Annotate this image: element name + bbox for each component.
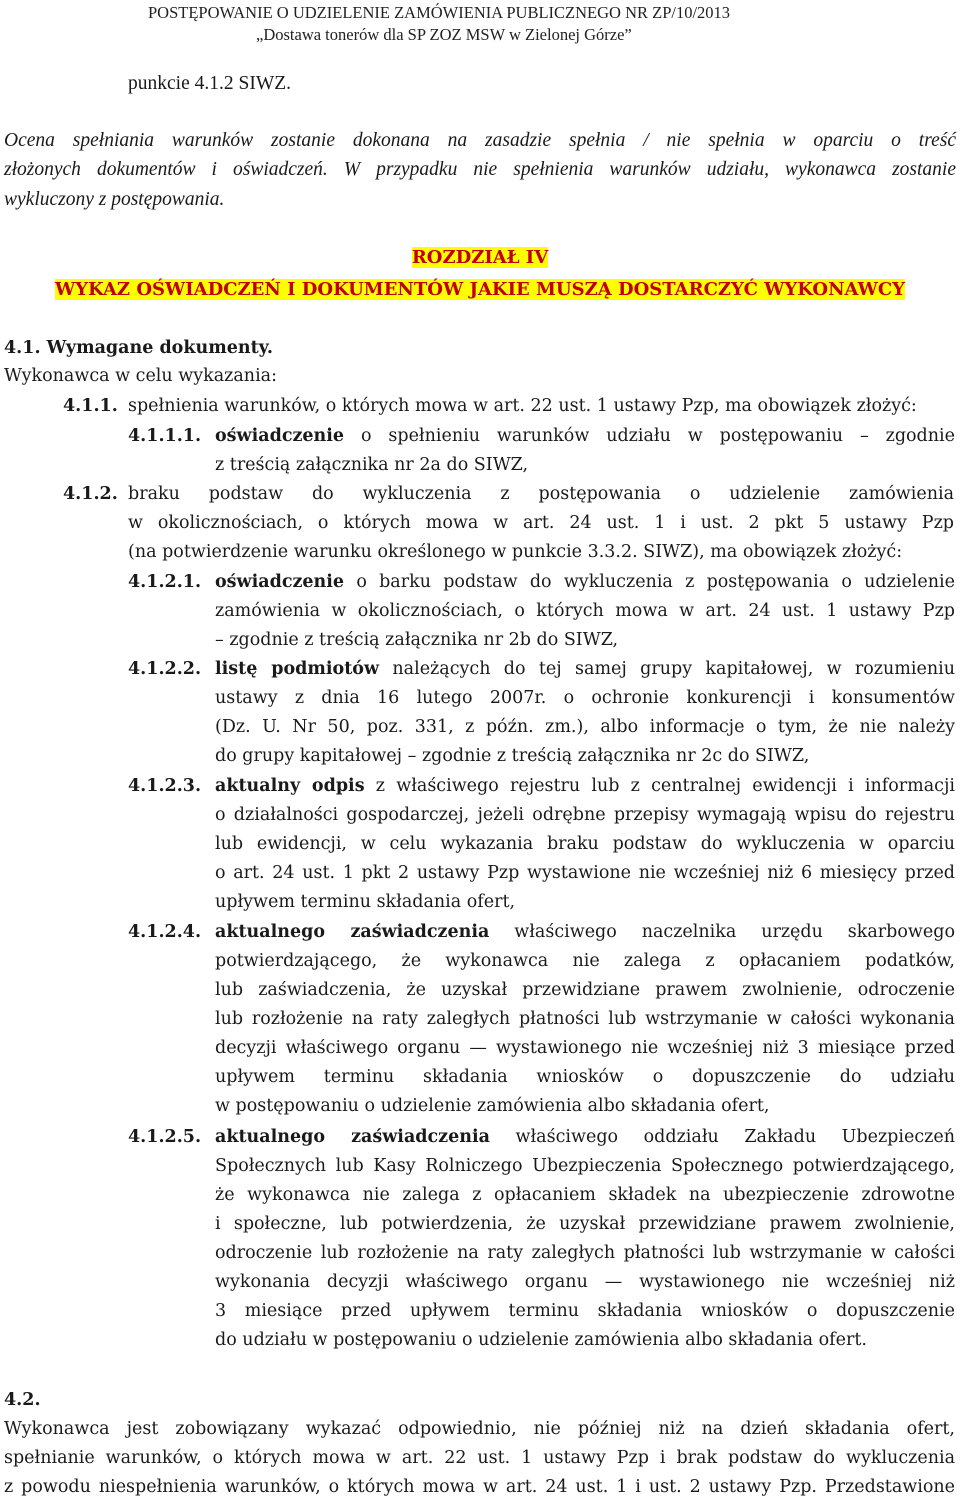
item-number: 4.1.2.3. xyxy=(128,776,202,796)
item-text: zamówienia w okolicznościach, o których mowa w art. 24 ust. 1 ustawy Pzp xyxy=(215,601,955,621)
chapter-title-text: WYKAZ OŚWIADCZEŃ I DOKUMENTÓW JAKIE MUSZĄ DOSTARCZYĆ WYKONAWCY xyxy=(54,279,906,300)
item-number: 4.1.2.4. xyxy=(128,922,202,942)
item-keyword: aktualnego zaświadczenia xyxy=(215,1127,490,1147)
item-keyword: aktualnego zaświadczenia xyxy=(215,922,490,942)
intro-reference: punkcie 4.1.2 SIWZ. xyxy=(128,73,292,94)
header-subtitle: „Dostawa tonerów dla SP ZOZ MSW w Zielonej Górze” xyxy=(256,25,632,44)
item-text: wykonania decyzji właściwego organu — wystawionego nie wcześniej niż xyxy=(215,1272,955,1292)
item-text: upływem terminu składania ofert, xyxy=(215,892,516,912)
item-keyword: listę podmiotów xyxy=(215,659,380,679)
item-text: ustawy z dnia 16 lutego 2007r. o ochronie konkurencji i konsumentów xyxy=(215,688,955,708)
item-text: lub zaświadczenia, że uzyskał przewidziane prawem zwolnienie, odroczenie xyxy=(215,980,955,1000)
section-4-1-heading: 4.1. Wymagane dokumenty. xyxy=(4,338,273,358)
item-text: do udziału w postępowaniu o udzielenie zamówienia albo składania ofert. xyxy=(215,1330,867,1350)
item-text: aktualny odpis z właściwego rejestru lub z centralnej ewidencji i informacji xyxy=(215,776,955,796)
item-text: aktualnego zaświadczenia właściwego oddziału Zakładu Ubezpieczeń xyxy=(215,1127,955,1147)
item-text: Społecznych lub Kasy Rolniczego Ubezpieczenia Społecznego potwierdzającego, xyxy=(215,1156,955,1176)
item-text: braku podstaw do wykluczenia z postępowania o udzielenie zamówienia xyxy=(128,484,954,504)
chapter-number-text: ROZDZIAŁ IV xyxy=(411,247,549,268)
item-text: o działalności gospodarczej, jeżeli odrębne przepisy wymagają wpisu do rejestru xyxy=(215,805,955,825)
item-text: lub ewidencji, w celu wykazania braku podstaw do wykluczenia w oparciu xyxy=(215,834,955,854)
item-keyword: oświadczenie xyxy=(215,572,345,592)
item-text: oświadczenie o barku podstaw do wykluczenia z postępowania o udzielenie xyxy=(215,572,955,592)
item-text: w postępowaniu o udzielenie zamówienia albo składania ofert, xyxy=(215,1096,770,1116)
intro-paragraph-line: złożonych dokumentów i oświadczeń. W przypadku nie spełnienia warunków udziału, wykonawca zostanie xyxy=(4,159,956,180)
item-number: 4.1.2.5. xyxy=(128,1127,202,1147)
section-4-1-lead: Wykonawca w celu wykazania: xyxy=(4,366,277,386)
section-4-2-text: z powodu niespełnienia warunków, o których mowa w art. 24 ust. 1 i ust. 2 ustawy Pzp. Przedstawione xyxy=(4,1477,955,1497)
item-text: aktualnego zaświadczenia właściwego naczelnika urzędu skarbowego xyxy=(215,922,955,942)
item-text: w okolicznościach, o których mowa w art. 24 ust. 1 i ust. 2 pkt 5 ustawy Pzp xyxy=(128,513,954,533)
item-keyword: aktualny odpis xyxy=(215,776,365,796)
item-text: decyzji właściwego organu — wystawionego nie wcześniej niż 3 miesiące przed xyxy=(215,1038,955,1058)
item-text: o art. 24 ust. 1 pkt 2 ustawy Pzp wystawione nie wcześniej niż 6 miesięcy przed xyxy=(215,863,955,883)
item-number: 4.1.2.1. xyxy=(128,572,202,592)
item-number: 4.1.1.1. xyxy=(128,426,202,446)
item-text: że wykonawca nie zalega z opłacaniem składek na ubezpieczenie zdrowotne xyxy=(215,1185,955,1205)
item-text: do grupy kapitałowej – zgodnie z treścią załącznika nr 2c do SIWZ, xyxy=(215,746,810,766)
item-text: – zgodnie z treścią załącznika nr 2b do SIWZ, xyxy=(215,630,619,650)
section-4-2-text: spełnianie warunków, o których mowa w art. 22 ust. 1 ustawy Pzp i brak podstaw do wykluczenia xyxy=(4,1448,955,1468)
chapter-number xyxy=(0,247,960,268)
item-text: i społeczne, lub potwierdzenia, że uzyskał przewidziane prawem zwolnienie, xyxy=(215,1214,955,1234)
chapter-title xyxy=(0,279,960,300)
item-text: potwierdzającego, że wykonawca nie zalega z opłacaniem podatków, xyxy=(215,951,955,971)
section-4-2-text: Wykonawca jest zobowiązany wykazać odpowiednio, nie później niż na dzień składania ofert, xyxy=(4,1419,955,1439)
section-4-2-heading: 4.2. xyxy=(4,1390,41,1410)
item-text: upływem terminu składania wniosków o dopuszczenie do udziału xyxy=(215,1067,955,1087)
item-text: oświadczenie o spełnieniu warunków udziału w postępowaniu – zgodnie xyxy=(215,426,955,446)
item-number: 4.1.2.2. xyxy=(128,659,202,679)
item-number: 4.1.2. xyxy=(63,484,118,504)
item-text: z treścią załącznika nr 2a do SIWZ, xyxy=(215,455,529,475)
item-text: spełnienia warunków, o których mowa w art. 22 ust. 1 ustawy Pzp, ma obowiązek złożyć: xyxy=(128,396,917,416)
intro-paragraph-line: wykluczony z postępowania. xyxy=(4,189,225,210)
item-text: lub rozłożenie na raty zaległych płatności lub wstrzymanie w całości wykonania xyxy=(215,1009,955,1029)
item-text: (na potwierdzenie warunku określonego w punkcie 3.3.2. SIWZ), ma obowiązek złożyć: xyxy=(128,542,903,562)
item-text: odroczenie lub rozłożenie na raty zaległych płatności lub wstrzymanie w całości xyxy=(215,1243,955,1263)
header-title: POSTĘPOWANIE O UDZIELENIE ZAMÓWIENIA PUBLICZNEGO NR ZP/10/2013 xyxy=(148,3,731,22)
item-text: 3 miesiące przed upływem terminu składania wniosków o dopuszczenie xyxy=(215,1301,955,1321)
item-text: (Dz. U. Nr 50, poz. 331, z późn. zm.), albo informacje o tym, że nie należy xyxy=(215,717,955,737)
item-text: listę podmiotów należących do tej samej grupy kapitałowej, w rozumieniu xyxy=(215,659,955,679)
item-keyword: oświadczenie xyxy=(215,426,345,446)
intro-paragraph-line: Ocena spełniania warunków zostanie dokonana na zasadzie spełnia / nie spełnia w oparciu o treść xyxy=(4,130,956,151)
item-number: 4.1.1. xyxy=(63,396,118,416)
